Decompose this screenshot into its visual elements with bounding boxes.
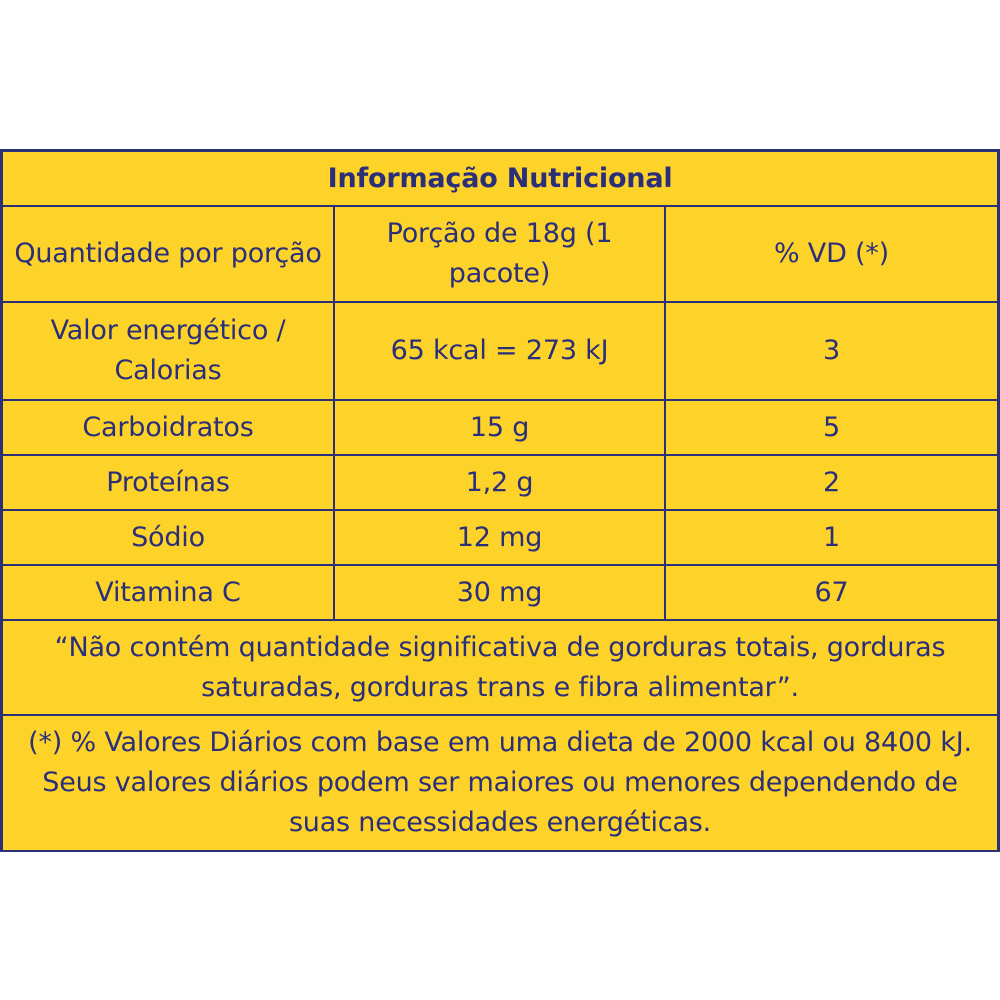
table-row bbox=[3, 302, 997, 400]
nutrient-dv: 3 bbox=[665, 302, 997, 400]
nutrient-dv: 1 bbox=[665, 510, 997, 565]
fat-fiber-note: “Não contém quantidade significativa de gorduras totais, gorduras saturadas, gorduras trans e fibra alimentar”. bbox=[3, 620, 997, 715]
nutrient-amount: 65 kcal = 273 kJ bbox=[334, 302, 665, 400]
table-row bbox=[3, 565, 997, 620]
title-row bbox=[3, 152, 997, 206]
table-title: Informação Nutricional bbox=[3, 152, 997, 206]
nutrient-dv: 67 bbox=[665, 565, 997, 620]
note-row bbox=[3, 620, 997, 715]
nutrient-name: Valor energético / Calorias bbox=[3, 302, 334, 400]
header-daily-value: % VD (*) bbox=[665, 206, 997, 302]
table-row bbox=[3, 455, 997, 510]
table-row bbox=[3, 400, 997, 455]
nutrient-name: Carboidratos bbox=[3, 400, 334, 455]
nutrient-amount: 1,2 g bbox=[334, 455, 665, 510]
nutrient-name: Vitamina C bbox=[3, 565, 334, 620]
header-quantity: Quantidade por porção bbox=[3, 206, 334, 302]
nutrient-amount: 15 g bbox=[334, 400, 665, 455]
footnote-row bbox=[3, 715, 997, 851]
daily-value-footnote: (*) % Valores Diários com base em uma dieta de 2000 kcal ou 8400 kJ. Seus valores diários podem ser maiores ou menores dependendo de suas necessidades energéticas. bbox=[3, 715, 997, 851]
nutrient-amount: 12 mg bbox=[334, 510, 665, 565]
nutrition-panel bbox=[0, 149, 1000, 852]
header-row bbox=[3, 206, 997, 302]
nutrient-name: Sódio bbox=[3, 510, 334, 565]
nutrient-amount: 30 mg bbox=[334, 565, 665, 620]
nutrition-table bbox=[3, 152, 997, 852]
header-portion: Porção de 18g (1 pacote) bbox=[334, 206, 665, 302]
nutrient-dv: 2 bbox=[665, 455, 997, 510]
table-row bbox=[3, 510, 997, 565]
nutrient-dv: 5 bbox=[665, 400, 997, 455]
nutrient-name: Proteínas bbox=[3, 455, 334, 510]
